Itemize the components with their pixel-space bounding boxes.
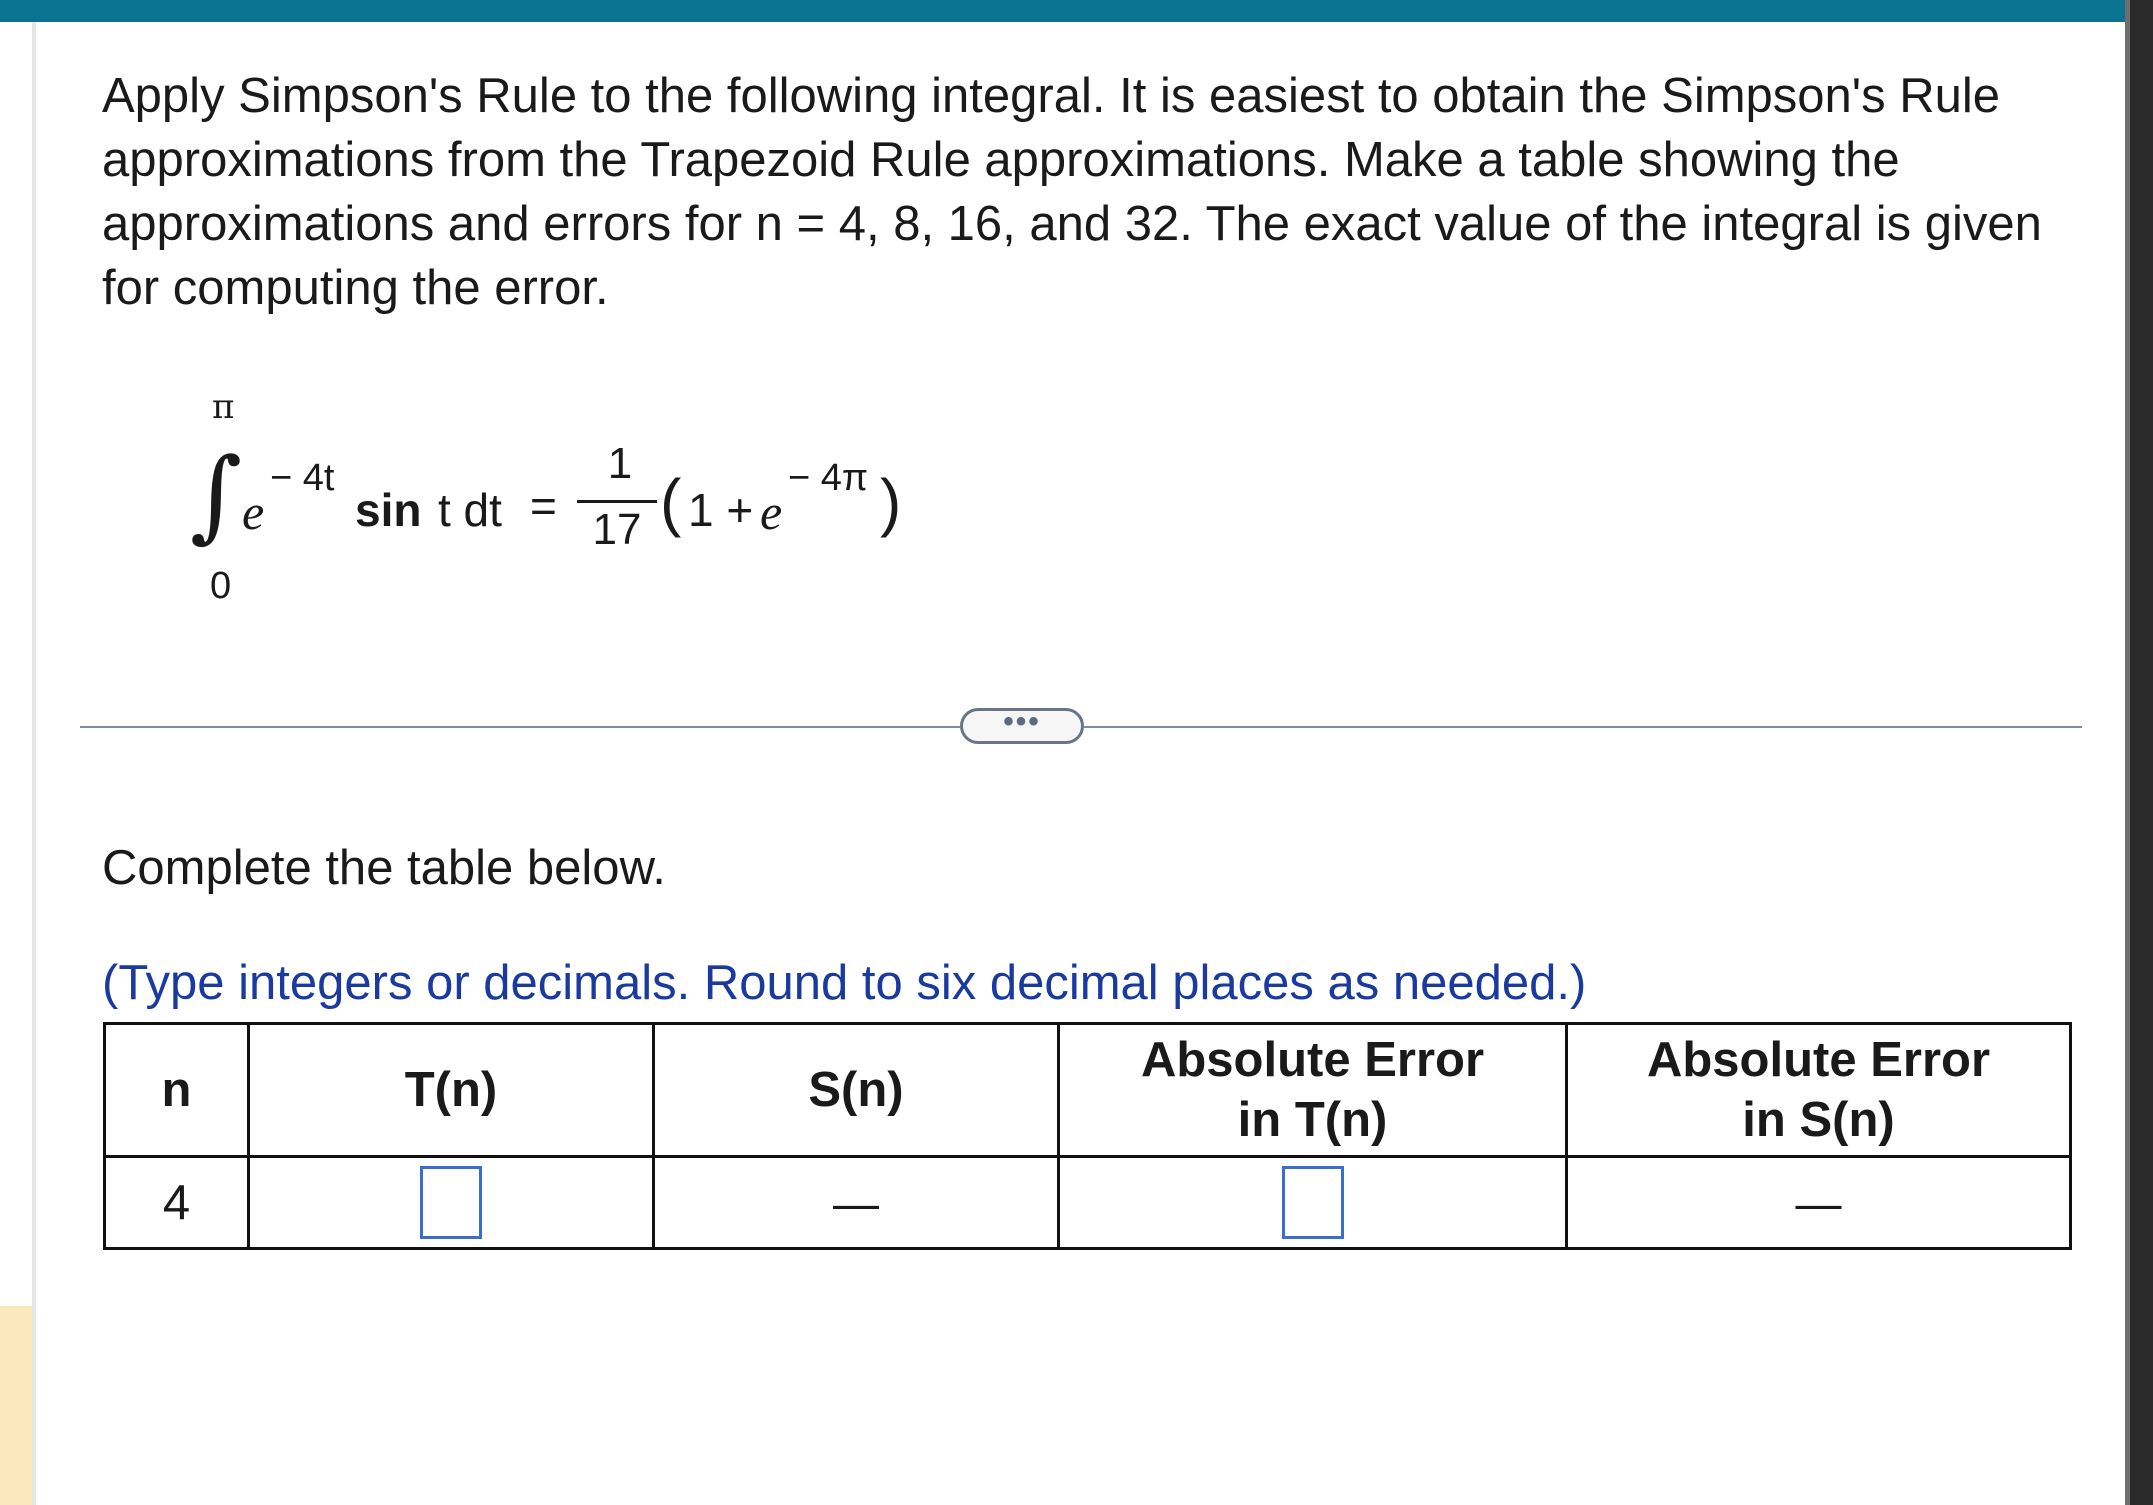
lower-limit: 0 [210, 565, 232, 607]
t-value-input[interactable] [420, 1166, 482, 1239]
sin-function: sin [355, 484, 422, 536]
header-error-s-line2: in S(n) [1742, 1093, 1895, 1147]
cell-error-t [1059, 1157, 1567, 1249]
cell-n: 4 [105, 1157, 249, 1249]
close-paren: ) [880, 466, 902, 538]
result-exponent: − 4π [788, 457, 869, 499]
upper-limit: π [212, 387, 235, 427]
integral-sign: ∫ [190, 436, 243, 553]
right-edge-inner [2125, 0, 2130, 1505]
cell-t [249, 1157, 654, 1249]
cell-s [654, 1157, 1059, 1249]
header-s: S(n) [654, 1024, 1059, 1157]
complete-label: Complete the table below. [102, 841, 666, 895]
more-options-button[interactable]: ••• [960, 708, 1084, 744]
instruction-text: (Type integers or decimals. Round to six decimal places as needed.) [102, 956, 1587, 1010]
s-dash: — [833, 1176, 879, 1229]
fraction-denominator: 17 [592, 505, 642, 554]
integrand-exponent: − 4t [270, 457, 335, 499]
result-base: e [760, 484, 783, 540]
header-n: n [105, 1024, 249, 1157]
open-paren: ( [660, 466, 682, 538]
divider-left [80, 726, 960, 728]
fraction-bar [577, 500, 657, 503]
header-error-t-line1: Absolute Error [1140, 1033, 1485, 1087]
header-error-t-line2: in T(n) [1237, 1093, 1388, 1147]
fraction-numerator: 1 [607, 439, 633, 488]
answer-table [103, 1022, 2072, 1250]
integrand-base: e [242, 484, 265, 540]
divider-right [1084, 726, 2082, 728]
error-t-input[interactable] [1282, 1166, 1344, 1239]
header-error-s [1567, 1024, 2071, 1157]
problem-statement: Apply Simpson's Rule to the following integral. It is easiest to obtain the Simpson's Rule approximations from the Trapezoid Rule approximations. Make a table showing the approximations and errors for n = 4, 8, 16, and 32. The exact value of the integral is given for computing the error. [102, 69, 2042, 315]
top-bar [0, 0, 2125, 22]
header-error-t [1059, 1024, 1567, 1157]
error-s-dash: — [1795, 1176, 1842, 1229]
one-plus: 1 + [688, 484, 754, 536]
integrand-variable: t dt [438, 484, 502, 536]
left-highlight [0, 1306, 32, 1505]
table-row [105, 1157, 2071, 1249]
integral-equation [190, 375, 950, 615]
header-t: T(n) [249, 1024, 654, 1157]
equals-sign: = [530, 480, 557, 532]
header-error-s-line1: Absolute Error [1646, 1033, 1991, 1087]
left-border [32, 22, 36, 1505]
table-header-row [105, 1024, 2071, 1157]
cell-error-s [1567, 1157, 2071, 1249]
